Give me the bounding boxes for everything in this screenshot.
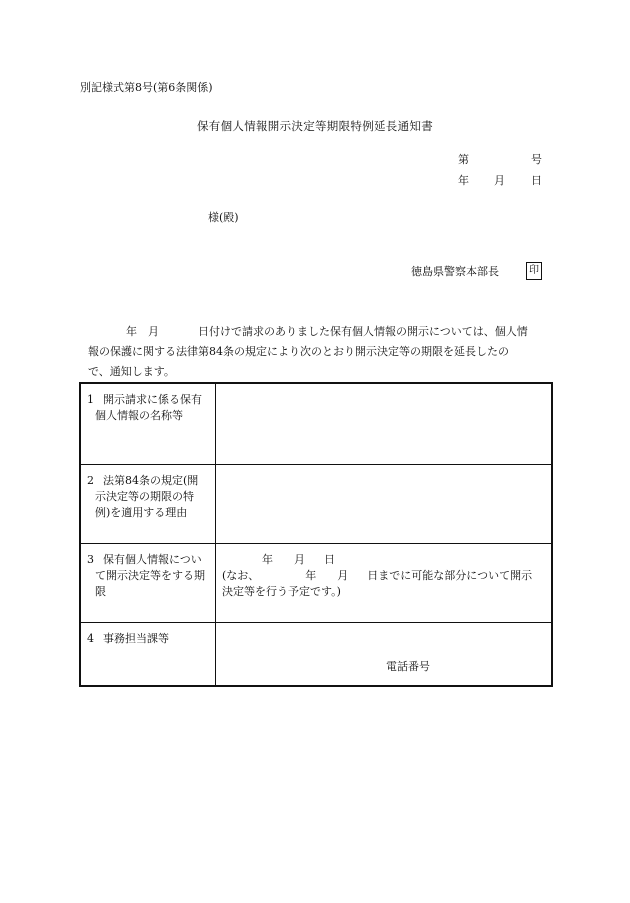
body-line-1	[88, 322, 558, 342]
deadline-month: 月	[294, 553, 305, 566]
body-year: 年	[126, 325, 137, 338]
row-label-line: 限	[95, 585, 106, 598]
row-number: 1	[87, 393, 94, 406]
document-date-line	[458, 173, 542, 190]
row-label	[80, 544, 216, 623]
deadline-note-text: (なお、	[222, 569, 260, 582]
document-title: 保有個人情報開示決定等期限特例延長通知書	[197, 119, 433, 133]
contact-value-field[interactable]	[216, 623, 553, 687]
table-row	[80, 623, 552, 687]
body-line-3: で、通知します。	[88, 365, 175, 378]
body-month: 月	[148, 325, 159, 338]
row-label-line: 例)を適用する理由	[95, 506, 188, 519]
deadline-day: 日	[324, 553, 335, 566]
row-label-line: 事務担当課等	[103, 632, 169, 645]
date-year: 年	[458, 174, 469, 187]
deadline-note-year: 年	[305, 569, 317, 582]
table-row	[80, 544, 552, 623]
row-label	[80, 623, 216, 687]
deadline-year: 年	[262, 553, 273, 566]
phone-number-label: 電話番号	[386, 660, 430, 673]
row-number: 2	[87, 474, 94, 487]
row-label	[80, 465, 216, 544]
row-value-field[interactable]	[216, 465, 553, 544]
row-value-field[interactable]	[216, 383, 553, 465]
deadline-note-line: 決定等を行う予定です。)	[222, 585, 341, 598]
deadline-value[interactable]	[216, 544, 553, 623]
deadline-note-text: 日までに可能な部分について開示	[367, 569, 533, 582]
sender-name: 徳島県警察本部長	[411, 265, 499, 278]
date-month: 月	[494, 174, 505, 187]
row-label	[80, 383, 216, 465]
row-label-line: 示決定等の期限の特	[95, 490, 194, 503]
row-number: 3	[87, 553, 94, 566]
seal-mark: 印	[526, 262, 542, 280]
document-number-line	[458, 152, 542, 169]
deadline-note-month: 月	[337, 569, 349, 582]
addressee: 様(殿)	[208, 211, 239, 224]
notice-body	[88, 322, 558, 382]
row-label-line: 開示請求に係る保有	[103, 393, 202, 406]
deadline-note	[222, 568, 545, 584]
row-label-line: て開示決定等をする期	[95, 569, 205, 582]
number-suffix: 号	[531, 153, 542, 166]
table-row	[80, 465, 552, 544]
row-label-line: 法第84条の規定(開	[103, 474, 199, 487]
table-row	[80, 383, 552, 465]
deadline-date	[222, 552, 545, 568]
date-day: 日	[531, 174, 542, 187]
row-label-line: 個人情報の名称等	[95, 409, 183, 422]
notice-table	[79, 382, 553, 687]
body-line-2: 報の保護に関する法律第84条の規定により次のとおり開示決定等の期限を延長したの	[88, 345, 509, 358]
number-prefix: 第	[458, 153, 469, 166]
row-number: 4	[87, 632, 94, 645]
form-reference: 別記様式第8号(第6条関係)	[80, 81, 213, 94]
row-label-line: 保有個人情報につい	[103, 553, 202, 566]
body-line-1-text: 日付けで請求のありました保有個人情報の開示については、個人情	[198, 325, 528, 338]
